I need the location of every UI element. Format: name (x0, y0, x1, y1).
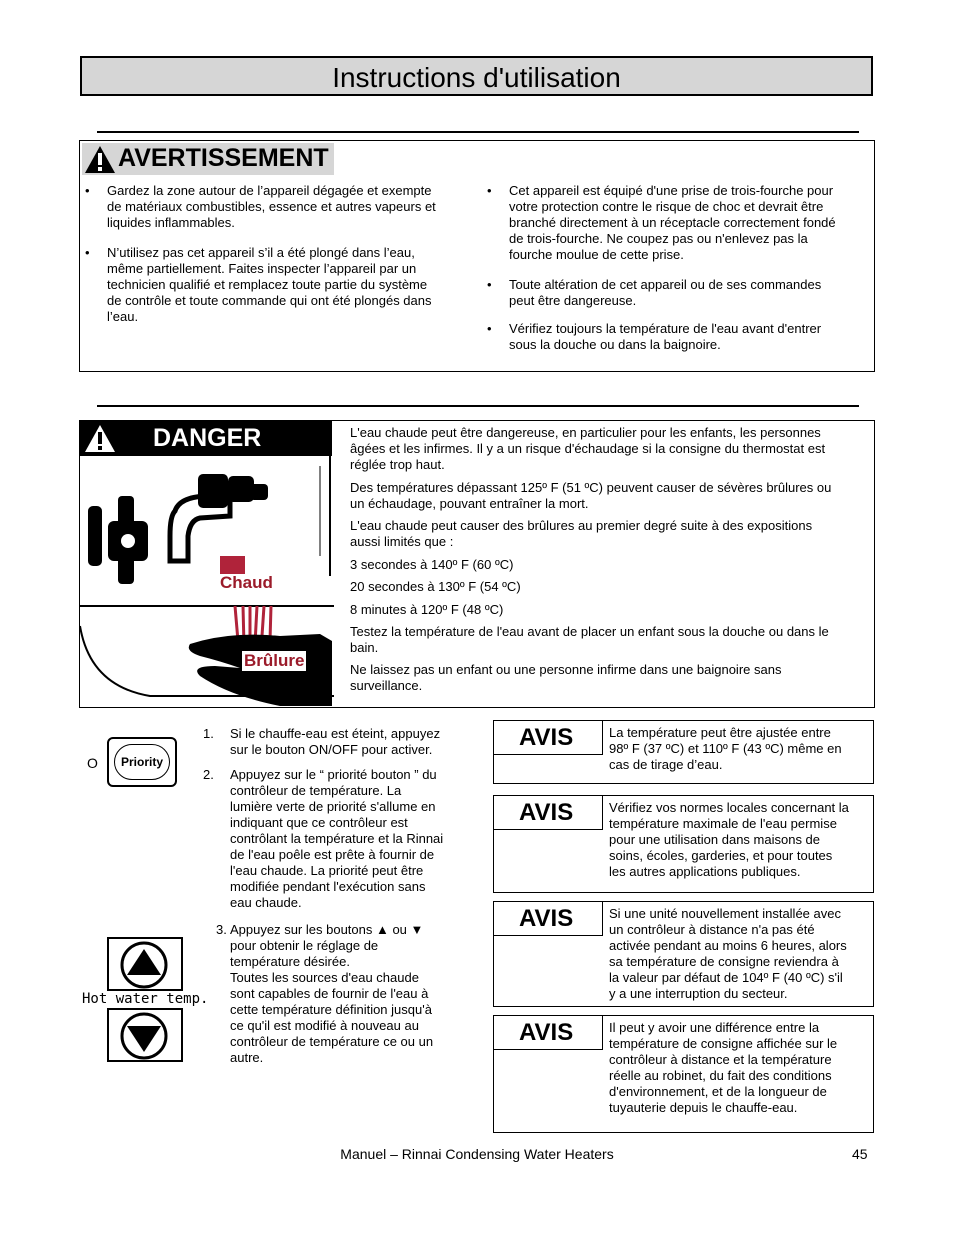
danger-paragraph: Des températures dépassant 125º F (51 ºC) peuvent causer de sévères brûlures ou un échaudage, pouvant entraîner la mort. (350, 480, 832, 511)
title-bar (80, 56, 873, 96)
notice-label: AVIS (494, 902, 603, 936)
danger-title: DANGER (153, 424, 262, 452)
notice-box (493, 901, 874, 1007)
footer-text: Manuel – Rinnai Condensing Water Heaters (340, 1146, 614, 1162)
warning-title: AVERTISSEMENT (118, 144, 329, 172)
notice-text: Si une unité nouvellement installée avec un contrôleur à distance n'a pas été activée pendant au moins 6 heures, alors sa température de consigne reviendra à la valeur par défaut de 104º F (40 ºC) s'il y a une interruption du secteur. (609, 906, 847, 1001)
priority-indicator-light: O (87, 755, 98, 771)
temp-up-button[interactable] (107, 937, 183, 991)
notice-label: AVIS (494, 1016, 603, 1050)
danger-paragraph: L'eau chaude peut être dangereuse, en particulier pour les enfants, les personnes âgées et les infirmes. Il y a un risque d'échaudage si la consigne du thermostat est réglée trop haut. (350, 425, 826, 472)
triangle-down-icon (119, 1012, 169, 1060)
notice-text: La température peut être ajustée entre 98º F (37 ºC) et 110º F (43 ºC) même en cas de tirage d’eau. (609, 725, 842, 772)
notice-box (493, 1015, 874, 1133)
notice-text: Vérifiez vos normes locales concernant la température maximale de l'eau permise pour une utilisation dans maisons de soins, écoles, garderies, et pour toutes les autres applications publiques. (609, 800, 849, 879)
tap-handle-icon (88, 496, 148, 584)
notice-label: AVIS (494, 796, 603, 830)
warning-triangle-icon (84, 424, 116, 453)
warning-header (82, 143, 334, 175)
temp-down-button[interactable] (107, 1008, 183, 1062)
burn-label: Brûlure (244, 651, 305, 670)
page-title: Instructions d'utilisation (332, 62, 621, 93)
warning-box: AVERTISSEMENT • Gardez la zone autour de l’appareil dégagée et exempte de matériaux combustibles, essence et autres vapeurs et liquides inflammables. • N’utilisez pas cet appareil s’il a été plongé dans l’eau, même partiellement. Faites inspecter l’appareil par un technicien qualifié et remplacez toute partie du système de contrôle et toute commande qui ont été plongés dans l’eau. • Cet appareil est équipé d'une prise de trois-fourche pour votre protection contre le risque de choc et devrait être branché directement à un réceptacle correctement fondé de trois-fourche. Ne coupez pas ou n'enlevez pas la fourche moulue de cette prise. • Toute altération de cet appareil ou de ses commandes peut être dangereuse. • Vérifiez toujours la température de l'eau avant d'entrer sous la douche ou dans la baignoire. (79, 140, 875, 372)
page-number: 45 (852, 1146, 868, 1162)
priority-button-frame (107, 737, 177, 787)
danger-paragraph: 8 minutes à 120º F (48 ºC) (350, 602, 504, 617)
notice-box (493, 720, 874, 784)
priority-button[interactable]: Priority (114, 744, 170, 780)
notice-label: AVIS (494, 721, 603, 755)
danger-paragraph: 20 secondes à 130º F (54 ºC) (350, 579, 521, 594)
triangle-up-icon (119, 941, 169, 989)
section-rule (97, 131, 859, 133)
section-rule (97, 405, 859, 407)
danger-paragraph: L'eau chaude peut causer des brûlures au premier degré suite à des expositions aussi limités que : (350, 518, 813, 549)
danger-box (79, 420, 875, 708)
danger-paragraph: Testez la température de l'eau avant de placer un enfant sous la douche ou dans le bain. (350, 624, 829, 655)
notice-box (493, 795, 874, 893)
notice-text: Il peut y avoir une différence entre la température de consigne affichée sur le contrôleur à distance et la température réelle au robinet, du fait des conditions d'environnement, et de la longueur de tuyauterie depuis le chauffe-eau. (609, 1020, 838, 1115)
hot-water-temp-label: Hot water temp. (82, 991, 209, 1007)
danger-paragraph: Ne laissez pas un enfant ou une personne infirme dans une baignoire sans surveillance. (350, 662, 782, 693)
hot-label: Chaud (220, 573, 273, 592)
danger-header (80, 421, 332, 456)
danger-paragraph: 3 secondes à 140º F (60 ºC) (350, 557, 514, 572)
warning-triangle-icon (84, 145, 116, 174)
